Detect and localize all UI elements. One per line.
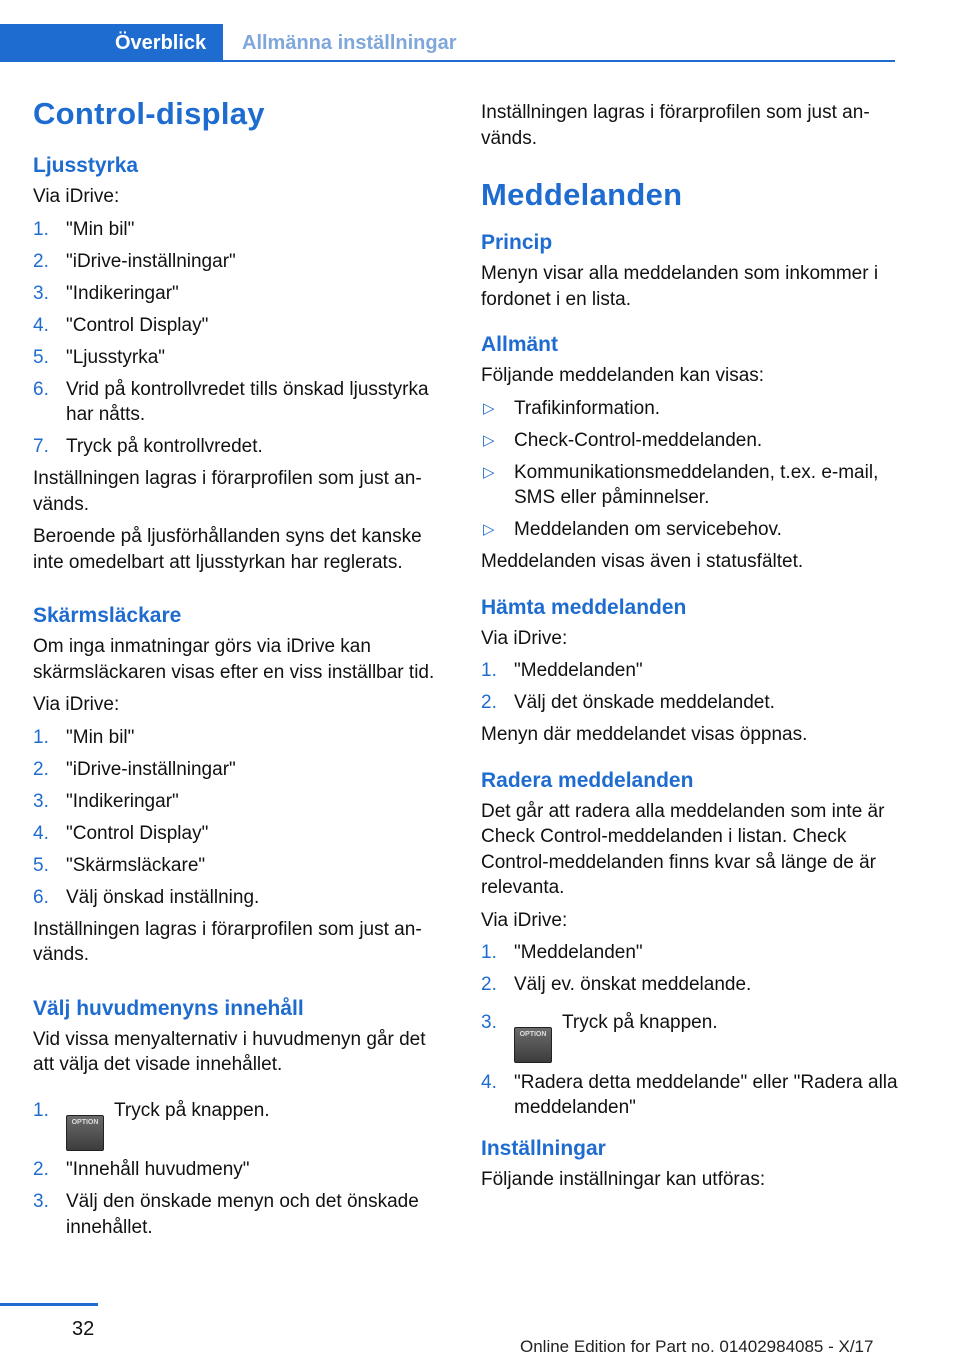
paragraph: Följande inställningar kan utföras: xyxy=(481,1169,766,1190)
paragraph: Via iDrive: xyxy=(33,694,120,715)
list-item: 2. "Innehåll huvudmeny" xyxy=(33,1159,250,1180)
steps-list xyxy=(33,1092,443,1241)
page-title: Control-display xyxy=(33,96,265,131)
paragraph: Beroende på ljusförhållanden syns det kanske inte omedelbart att ljusstyrkan har reglerats. xyxy=(33,526,422,573)
tab-overblick[interactable]: Överblick xyxy=(0,24,223,62)
header-tabbar xyxy=(0,24,895,62)
list-item: ▷ Kommunikationsmeddelanden, t.ex. e-mail, SMS eller påminnelser. xyxy=(483,461,879,508)
steps-list xyxy=(481,940,901,1121)
option-button-icon: OPTION xyxy=(66,1115,104,1151)
paragraph: Via iDrive: xyxy=(481,627,568,649)
paragraph: Via iDrive: xyxy=(33,186,120,207)
list-item: 3. "Indikeringar" xyxy=(33,790,179,812)
heading-skarmslackare: Skärmsläckare xyxy=(33,604,182,627)
paragraph: Inställningen lagras i förarprofilen som just används. xyxy=(33,468,422,515)
tab-allmanna-installningar[interactable]: Allmänna inställningar xyxy=(242,32,457,54)
heading-ljusstyrka: Ljusstyrka xyxy=(33,154,139,177)
footer-rule xyxy=(0,1303,98,1306)
paragraph: Menyn där meddelandet visas öppnas. xyxy=(481,724,808,745)
paragraph: Följande meddelanden kan visas: xyxy=(481,365,765,386)
heading-valj-huvudmenyns-innehall: Välj huvudmenyns innehåll xyxy=(33,996,304,1020)
paragraph: Inställningen lagras i förarprofilen som just används. xyxy=(481,102,870,149)
option-button-icon: OPTION xyxy=(514,1027,552,1063)
list-item: ▷ Trafikinformation. xyxy=(481,396,901,422)
list-item: 5. "Ljusstyrka" xyxy=(33,346,166,368)
paragraph: Om inga inmatningar görs via iDrive kan skärmsläckaren visas efter en viss inställbar tid. xyxy=(33,636,435,683)
section-title-meddelanden: Meddelanden xyxy=(481,177,683,212)
heading-hamta-meddelanden: Hämta meddelanden xyxy=(481,595,687,619)
list-item: ▷ Meddelanden om servicebehov. xyxy=(481,517,901,543)
list-item: 3. "Indikeringar" xyxy=(33,282,179,304)
list-item: 2. "iDrive-inställningar" xyxy=(33,758,236,780)
paragraph: Inställningen lagras i förarprofilen som just används. xyxy=(33,918,422,965)
list-item: 2. "iDrive-inställningar" xyxy=(33,250,236,272)
list-item: 3. OPTIONTryck på knappen. xyxy=(481,1004,901,1063)
list-item: 1. "Meddelanden" xyxy=(481,942,643,963)
list-item: 6. Vrid på kontrollvredet tills önskad ljusstyrka har nåtts. xyxy=(33,378,429,425)
list-item: 1. "Meddelanden" xyxy=(481,660,643,681)
list-item: 5. "Skärmsläckare" xyxy=(33,854,206,876)
list-item: 4. "Radera detta meddelande" eller "Radera alla meddelanden" xyxy=(481,1071,898,1118)
list-item: 2. Välj det önskade meddelandet. xyxy=(481,692,775,713)
heading-radera-meddelanden: Radera meddelanden xyxy=(481,768,694,792)
steps-list xyxy=(481,658,901,716)
paragraph: Menyn visar alla meddelanden som inkommer i fordonet i en lista. xyxy=(481,263,879,310)
steps-list xyxy=(33,725,443,911)
list-item: 1. "Min bil" xyxy=(33,218,135,240)
heading-allmant: Allmänt xyxy=(481,333,559,356)
triangle-bullet-icon: ▷ xyxy=(483,431,495,449)
steps-list xyxy=(33,217,443,460)
triangle-bullet-icon: ▷ xyxy=(483,521,495,538)
list-item: 1. OPTIONTryck på knappen. xyxy=(33,1092,443,1151)
paragraph: Det går att radera alla meddelanden som inte är Check Control-meddelanden i listan. Check Control-meddelanden finns kvar så länge de är relevanta. xyxy=(481,800,885,898)
triangle-bullet-icon: ▷ xyxy=(483,463,495,481)
list-item: 7. Tryck på kontrollvredet. xyxy=(33,436,263,457)
list-item: 3. Välj den önskade menyn och det önskade innehållet. xyxy=(33,1191,419,1238)
list-item: 4. "Control Display" xyxy=(33,822,209,844)
paragraph: Via iDrive: xyxy=(481,909,568,931)
triangle-bullet-icon: ▷ xyxy=(483,399,495,417)
page-number: 32 xyxy=(72,1318,95,1340)
bullet-list xyxy=(481,396,901,543)
heading-installningar: Inställningar xyxy=(481,1137,606,1160)
paragraph: Meddelanden visas även i statusfältet. xyxy=(481,551,804,572)
list-item: 1. "Min bil" xyxy=(33,726,135,748)
edition-note: Online Edition for Part no. 01402984085 - X/17 xyxy=(520,1337,874,1356)
heading-princip: Princip xyxy=(481,231,553,254)
list-item: ▷ Check-Control-meddelanden. xyxy=(481,428,901,454)
right-column xyxy=(481,100,901,1200)
list-item: 6. Välj önskad inställning. xyxy=(33,886,260,908)
left-column xyxy=(33,96,443,1247)
list-item: 4. "Control Display" xyxy=(33,314,209,336)
paragraph: Vid vissa menyalternativ i huvudmenyn går det att välja det visade innehållet. xyxy=(33,1028,426,1075)
list-item: 2. Välj ev. önskat meddelande. xyxy=(481,974,752,995)
